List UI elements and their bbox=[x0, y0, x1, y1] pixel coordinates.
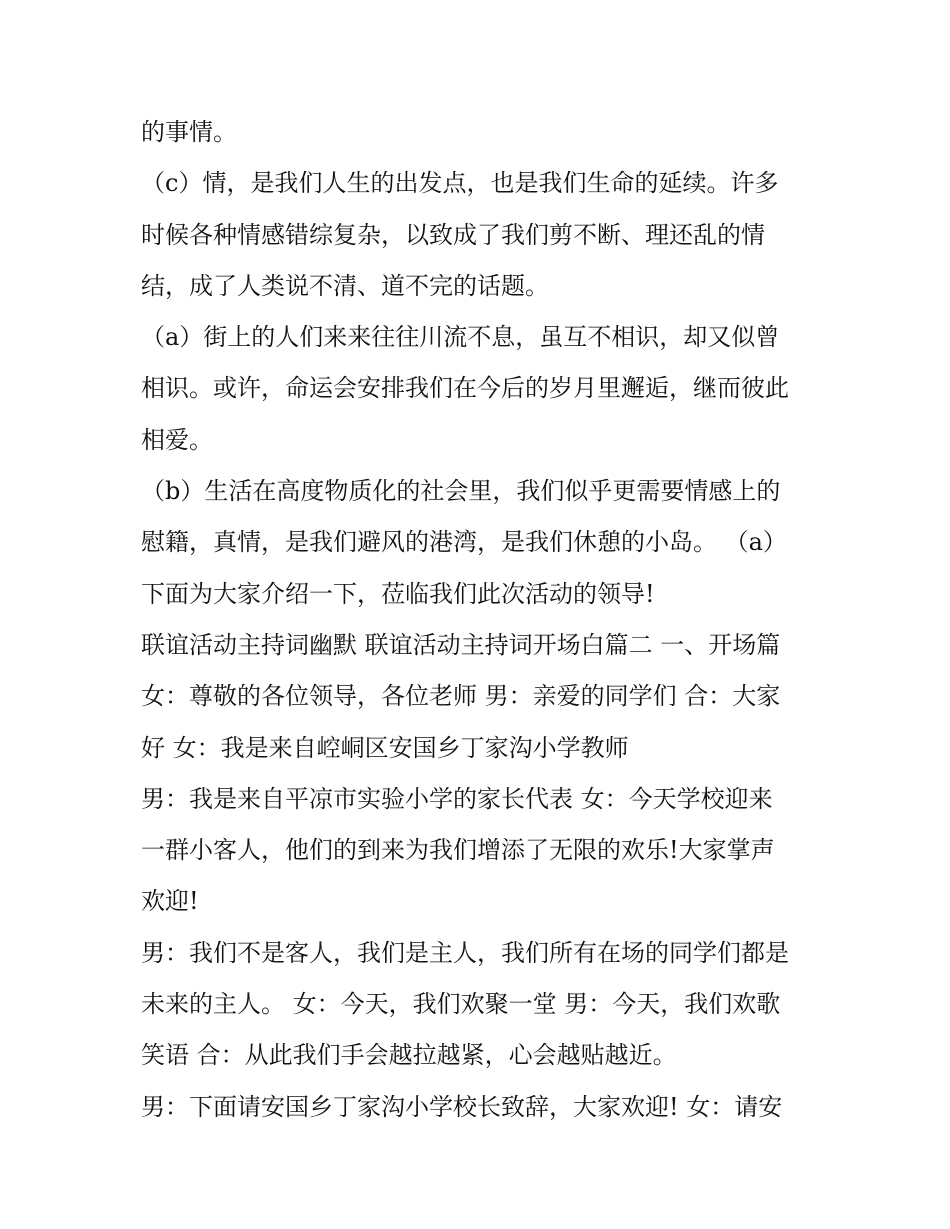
text-line: 相爱。 bbox=[141, 425, 213, 454]
text-line: 时候各种情感错综复杂，以致成了我们剪不断、理还乱的情 bbox=[141, 220, 765, 249]
text-line: 好 女：我是来自崆峒区安国乡丁家沟小学教师 bbox=[141, 733, 629, 762]
text-line: （c）情，是我们人生的出发点，也是我们生命的延续。许多 bbox=[141, 169, 779, 198]
document-body bbox=[141, 107, 821, 1133]
text-line: 的事情。 bbox=[141, 118, 237, 146]
text-line: （b）生活在高度物质化的社会里，我们似乎更需要情感上的 bbox=[141, 477, 781, 506]
text-line: 欢迎! bbox=[141, 887, 199, 916]
text-line: 慰籍，真情，是我们避风的港湾，是我们休憩的小岛。 （a） bbox=[141, 528, 787, 557]
text-line: 相识。或许，命运会安排我们在今后的岁月里邂逅，继而彼此 bbox=[141, 374, 789, 403]
text-line: （a）街上的人们来来往往川流不息，虽互不相识，却又似曾 bbox=[141, 323, 780, 352]
text-line: 结，成了人类说不清、道不完的话题。 bbox=[141, 271, 549, 300]
text-line: 下面为大家介绍一下，莅临我们此次活动的领导! bbox=[141, 579, 655, 608]
text-line: 男：我是来自平凉市实验小学的家长代表 女：今天学校迎来 bbox=[141, 784, 773, 813]
text-line: 女：尊敬的各位领导，各位老师 男：亲爱的同学们 合：大家 bbox=[141, 682, 781, 711]
text-line: 未来的主人。 女：今天，我们欢聚一堂 男：今天，我们欢歌 bbox=[141, 990, 781, 1019]
text-line: 笑语 合：从此我们手会越拉越紧，心会越贴越近。 bbox=[141, 1041, 677, 1070]
text-line: 男：我们不是客人，我们是主人，我们所有在场的同学们都是 bbox=[141, 938, 789, 967]
text-line: 男：下面请安国乡丁家沟小学校长致辞，大家欢迎! 女：请安 bbox=[141, 1092, 783, 1121]
text-line: 联谊活动主持词幽默 联谊活动主持词开场白篇二 一、开场篇 bbox=[141, 630, 781, 659]
text-line: 一群小客人，他们的到来为我们增添了无限的欢乐!大家掌声 bbox=[141, 836, 775, 865]
